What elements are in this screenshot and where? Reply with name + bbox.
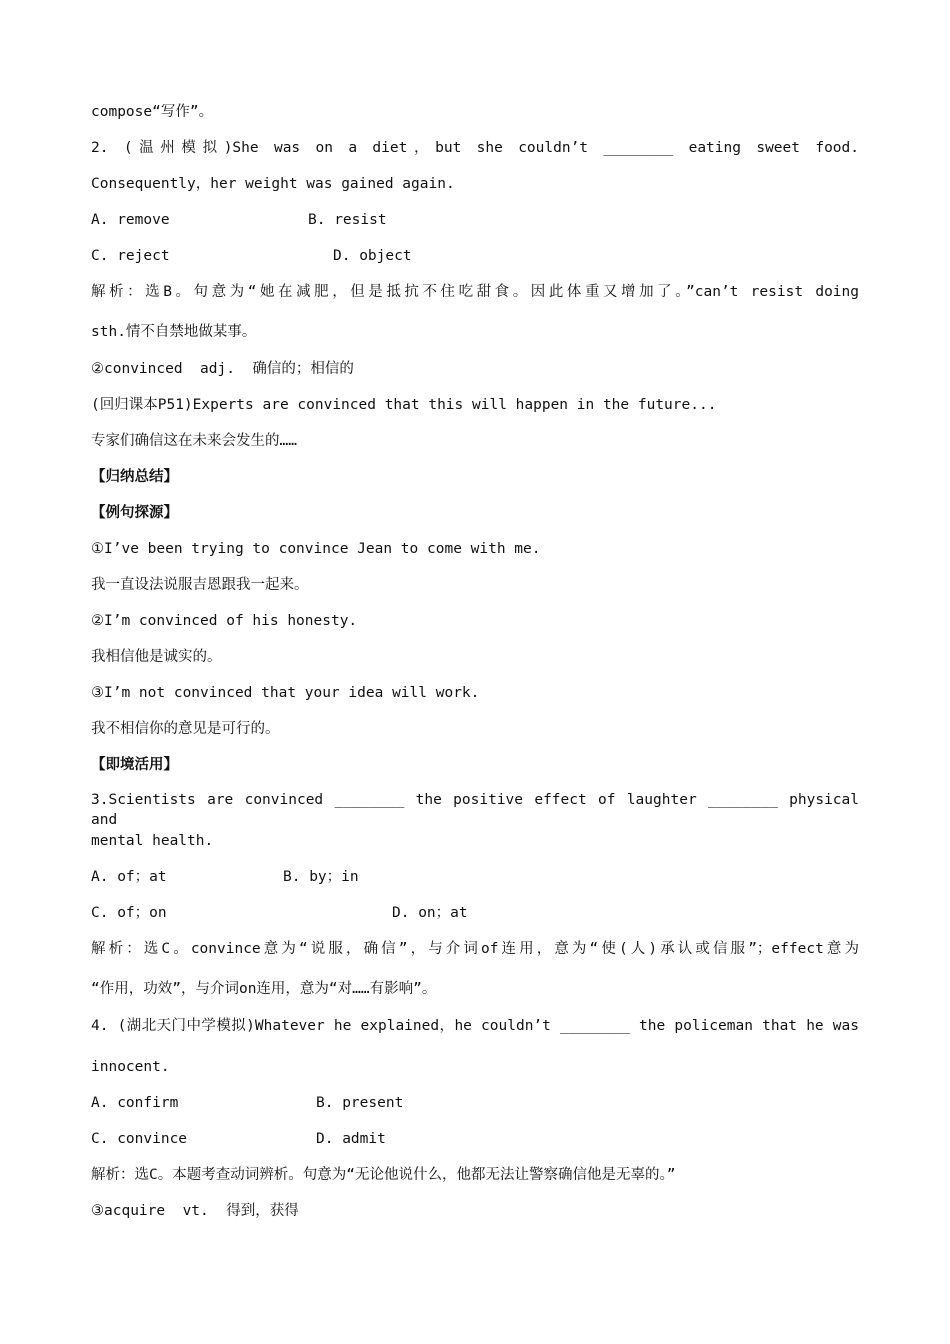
text-line: sth.情不自禁地做某事。	[91, 324, 257, 340]
question-4-stem: 4. (湖北天门中学模拟)Whatever he explained，he couldn’t ________ the policeman that he was	[91, 1018, 859, 1034]
translation: 专家们确信这在未来会发生的……	[91, 433, 297, 449]
option-c: C. of；on	[91, 905, 167, 921]
question-3-stem: 3.Scientists are convinced ________ the positive effect of laughter ________ physical and	[91, 792, 859, 828]
vocab-heading: ②convinced adj. 确信的；相信的	[91, 361, 354, 377]
option-c: C. reject	[91, 248, 170, 264]
example-sentence: ①I’ve been trying to convince Jean to come with me.	[91, 541, 541, 557]
question-2-stem: 2. (温州模拟)She was on a diet，but she couldn’t ________ eating sweet food.	[91, 140, 859, 156]
option-d: D. object	[333, 248, 412, 264]
translation: 我一直设法说服吉恩跟我一起来。	[91, 577, 309, 593]
option-d: D. on；at	[392, 905, 468, 921]
translation: 我相信他是诚实的。	[91, 649, 222, 665]
option-a: A. of；at	[91, 869, 167, 885]
option-b: B. present	[316, 1095, 404, 1111]
textbook-example: (回归课本P51)Experts are convinced that this will happen in the future...	[91, 397, 717, 413]
section-heading: 【例句探源】	[91, 505, 178, 521]
example-sentence: ②I’m convinced of his honesty.	[91, 613, 358, 629]
text-line: Consequently，her weight was gained again.	[91, 176, 455, 192]
vocab-heading: ③acquire vt. 得到，获得	[91, 1203, 299, 1219]
option-a: A. confirm	[91, 1095, 179, 1111]
answer-explanation: 解析：选C。本题考查动词辨析。句意为“无论他说什么，他都无法让警察确信他是无辜的。”	[91, 1167, 676, 1183]
section-heading: 【归纳总结】	[91, 469, 178, 485]
section-heading: 【即境活用】	[91, 757, 178, 773]
text-line: mental health.	[91, 833, 214, 849]
option-c: C. convince	[91, 1131, 188, 1147]
text-line: “作用，功效”，与介词on连用，意为“对……有影响”。	[91, 981, 437, 997]
example-sentence: ③I’m not convinced that your idea will work.	[91, 685, 480, 701]
option-b: B. resist	[308, 212, 387, 228]
option-a: A. remove	[91, 212, 170, 228]
text-line: innocent.	[91, 1059, 170, 1075]
option-d: D. admit	[316, 1131, 386, 1147]
translation: 我不相信你的意见是可行的。	[91, 721, 280, 737]
text-line: compose“写作”。	[91, 104, 214, 120]
answer-explanation: 解析：选C。convince意为“说服，确信”，与介词of连用，意为“使(人)承认或信服”；effect意为	[91, 941, 859, 957]
option-b: B. by；in	[283, 869, 359, 885]
answer-explanation: 解析：选B。句意为“她在减肥，但是抵抗不住吃甜食。因此体重又增加了。”can’t resist doing	[91, 284, 859, 300]
